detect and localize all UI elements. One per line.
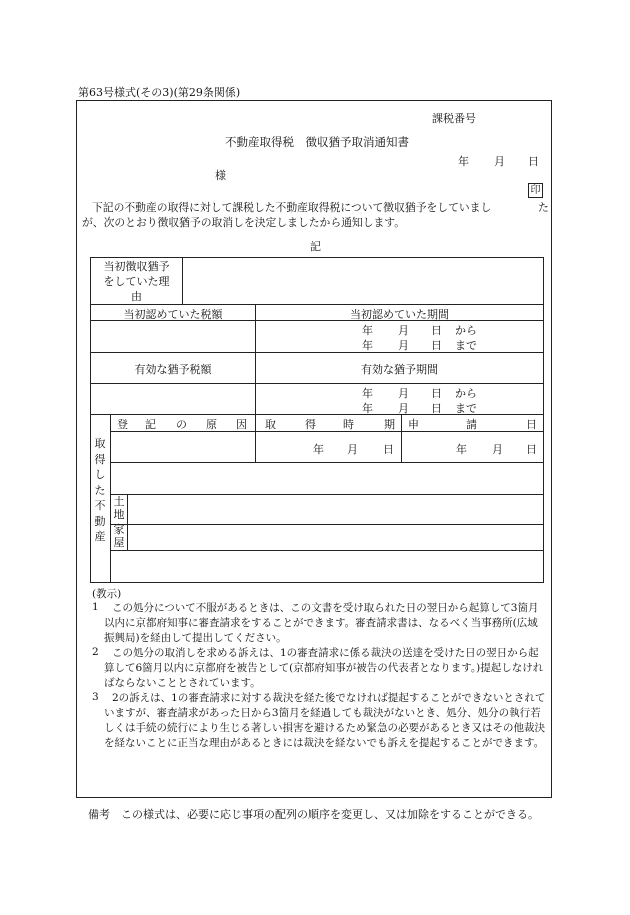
valid-to-label: まで	[455, 402, 477, 415]
date-day: 日	[528, 155, 539, 168]
notice-heading: (教示)	[92, 588, 122, 600]
acquired-property-label: 取 得 し た 不 動 産	[94, 437, 106, 543]
land-label: 土 地	[113, 495, 125, 521]
original-tax-label: 当初認めていた税額	[123, 308, 223, 321]
tax-number-label: 課税番号	[432, 112, 476, 125]
orig-from-label: から	[455, 324, 477, 337]
acq-time-year: 年	[313, 443, 324, 456]
valid-from-day: 日	[431, 387, 442, 400]
remarks: 備考 この様式は、必要に応じ事項の配列の順序を変更し、又は加除をすることができる。	[88, 808, 539, 821]
notice-item-1: この処分について不服があるときは、この文書を受け取られた日の翌日から起算して3箇月以内に京都府知事に審査請求をすることができます。審査請求書は、なるべく当事務所(広域振興局)を経由して提出してください。	[104, 602, 539, 644]
valid-period-label: 有効な猶予期間	[361, 363, 438, 376]
orig-to-month: 月	[398, 339, 409, 352]
notice-item-3-number: 3	[92, 691, 99, 703]
addressee-suffix: 様	[215, 169, 226, 182]
orig-from-year: 年	[362, 324, 373, 337]
valid-to-month: 月	[398, 402, 409, 415]
valid-from-label: から	[455, 387, 477, 400]
valid-from-month: 月	[398, 387, 409, 400]
intro-line-1-end: た	[538, 201, 549, 214]
document-title: 不動産取得税 徴収猶予取消通知書	[225, 135, 409, 149]
date-month: 月	[494, 155, 505, 168]
acq-time-day: 日	[383, 443, 394, 456]
notice-item-1-number: 1	[92, 601, 99, 613]
apply-month: 月	[492, 443, 503, 456]
date-year: 年	[458, 155, 469, 168]
reason-label-line-2: をしていた理	[103, 275, 170, 288]
intro-line-2: が、次のとおり徴収猶予の取消しを決定しましたから通知します。	[82, 216, 406, 229]
valid-tax-label: 有効な猶予税額	[134, 363, 212, 376]
valid-to-day: 日	[431, 402, 442, 415]
acq-time-month: 月	[347, 443, 358, 456]
form-reference: 第63号様式(その3)(第29条関係)	[78, 86, 241, 99]
ki-mark: 記	[310, 240, 321, 253]
house-label: 家 屋	[113, 523, 125, 549]
reason-label-line-3: 由	[131, 290, 142, 303]
valid-from-year: 年	[362, 387, 373, 400]
orig-from-day: 日	[431, 324, 442, 337]
orig-to-day: 日	[431, 339, 442, 352]
valid-to-year: 年	[362, 402, 373, 415]
notice-item-2-number: 2	[92, 646, 99, 658]
notice-item-2: この処分の取消しを求める訴えは、1の審査請求に係る裁決の送達を受けた日の翌日から起算して6箇月以内に京都府を被告として(京都府知事が被告の代表者となります。)提起しなければならないこととされています。	[104, 647, 544, 689]
intro-line-1: 下記の不動産の取得に対して課税した不動産取得税について徴収猶予をしていまし	[92, 201, 492, 214]
notice-item-3: 2の訴えは、1の審査請求に対する裁決を経た後でなければ提起することができないとされていますが、審査請求があった日から3箇月を経過しても裁決がないとき、処分、処分の執行若しくは手続の続行により生じる著しい損害を避けるため緊急の必要があるとき又はその他裁決を経ないことに正当な理由があるときには裁決を経ないでも訴えを提起することができます。	[104, 692, 546, 749]
original-period-label: 当初認めていた期間	[350, 308, 449, 321]
apply-day: 日	[526, 443, 537, 456]
orig-to-label: まで	[455, 339, 477, 352]
apply-year: 年	[456, 443, 467, 456]
seal-mark: 印	[528, 183, 543, 198]
orig-from-month: 月	[398, 324, 409, 337]
orig-to-year: 年	[362, 339, 373, 352]
reason-label-line-1: 当初徴収猶予	[103, 260, 170, 273]
